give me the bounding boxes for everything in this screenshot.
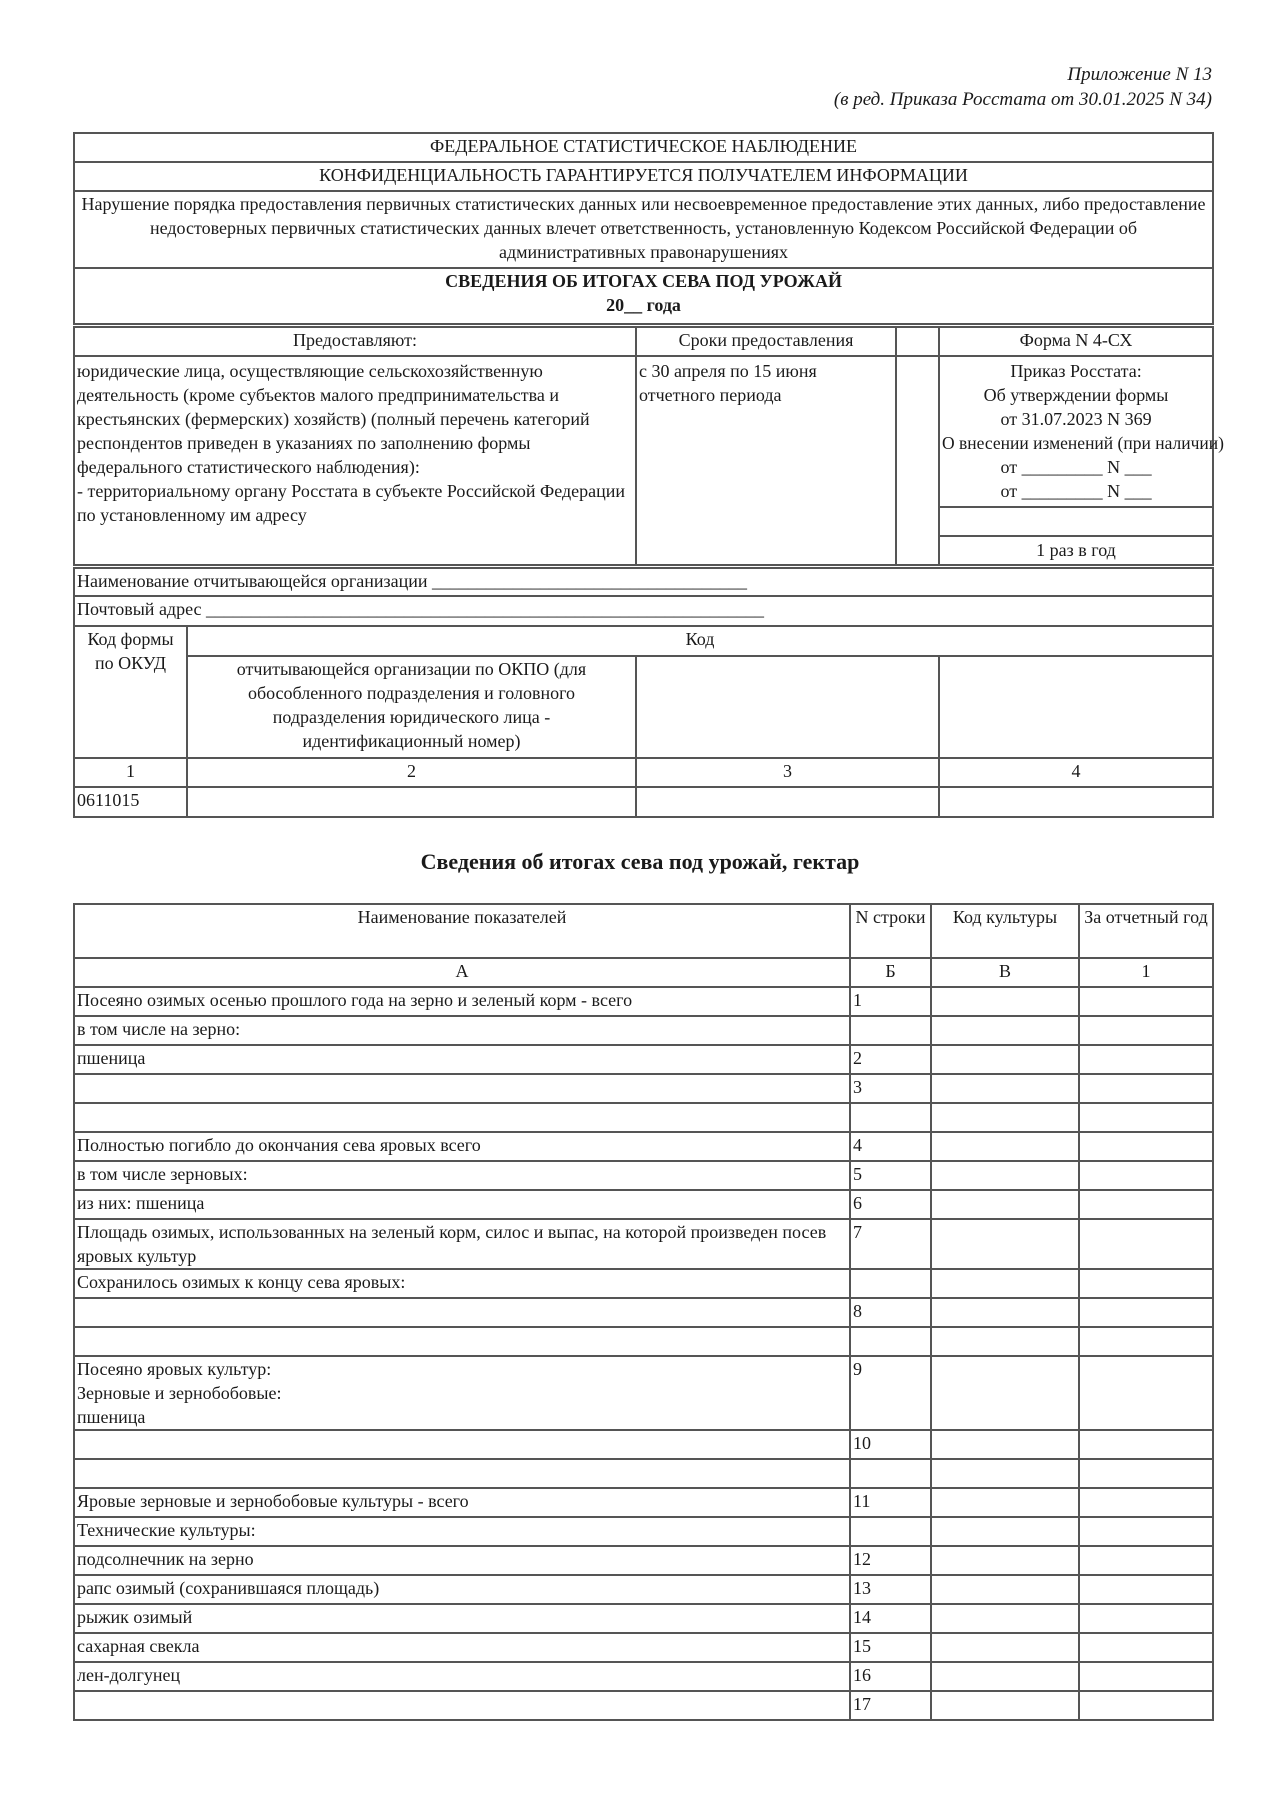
table-row	[74, 1161, 1213, 1190]
crop-code-input[interactable]	[931, 1269, 1079, 1298]
col-header-crop-code: Код культуры	[931, 904, 1079, 958]
row-number	[850, 1269, 931, 1298]
indicator-name-line: пшеница	[77, 1048, 146, 1068]
col-header-year: За отчетный год	[1079, 904, 1213, 958]
table-row	[74, 1132, 1213, 1161]
row-number: 13	[850, 1575, 931, 1604]
indicator-name-line: Сохранилось озимых к концу сева яровых:	[77, 1272, 406, 1292]
form-title-cell	[74, 268, 1213, 325]
row-number: 10	[850, 1430, 931, 1459]
indicator-name	[74, 1045, 850, 1074]
indicator-name-line: подсолнечник на зерно	[77, 1549, 254, 1569]
who-submits-destination: - территориальному органу Росстата в субъекте Российской Федерации по установленному им адресу	[77, 481, 626, 525]
code-col3-input[interactable]	[636, 787, 939, 817]
row-number: 7	[850, 1219, 931, 1269]
table-row	[74, 1298, 1213, 1327]
table-row	[74, 1356, 1213, 1430]
indicator-name-line: Зерновые и зернобобовые:	[77, 1383, 282, 1403]
row-number: 8	[850, 1298, 931, 1327]
year-value-input[interactable]	[1079, 1459, 1213, 1488]
year-value-input[interactable]	[1079, 1604, 1213, 1633]
table-row	[74, 1016, 1213, 1045]
crop-code-input[interactable]	[931, 1459, 1079, 1488]
terms-header: Сроки предоставления	[636, 325, 896, 356]
indicator-name-line: из них: пшеница	[77, 1193, 205, 1213]
crop-code-input[interactable]	[931, 1190, 1079, 1219]
year-value-input[interactable]	[1079, 1016, 1213, 1045]
year-value-input[interactable]	[1079, 1161, 1213, 1190]
code-col3-header	[636, 656, 939, 758]
form-number: Форма N 4-СХ	[939, 325, 1213, 356]
order-amendments: О внесении изменений (при наличии)	[942, 433, 1224, 453]
crop-code-input[interactable]	[931, 1546, 1079, 1575]
indicator-name-line: в том числе на зерно:	[77, 1019, 241, 1039]
confidentiality-notice: КОНФИДЕНЦИАЛЬНОСТЬ ГАРАНТИРУЕТСЯ ПОЛУЧАТЕЛЕМ ИНФОРМАЦИИ	[74, 162, 1213, 191]
table-row	[74, 987, 1213, 1016]
indicator-name	[74, 1459, 850, 1488]
code-col4-header	[939, 656, 1213, 758]
year-value-input[interactable]	[1079, 987, 1213, 1016]
crop-code-input[interactable]	[931, 1604, 1079, 1633]
indicator-name	[74, 1327, 850, 1356]
row-number: 3	[850, 1074, 931, 1103]
blank-cell	[896, 356, 939, 566]
col-letter-a: А	[74, 958, 850, 987]
appendix-note	[834, 62, 1212, 112]
table-row	[74, 1045, 1213, 1074]
indicator-name-line: Площадь озимых, использованных на зеленый корм, силос и выпас, на которой произведен посев яровых культур	[77, 1222, 827, 1266]
table-row	[74, 1662, 1213, 1691]
table-row	[74, 1327, 1213, 1356]
indicator-name-line: рыжик озимый	[77, 1607, 193, 1627]
row-number: 9	[850, 1356, 931, 1430]
order-amend-date-2: от _________ N ___	[1000, 481, 1152, 501]
frequency: 1 раз в год	[939, 536, 1213, 566]
table-row	[74, 1219, 1213, 1269]
indicator-name	[74, 1219, 850, 1269]
year-value-input[interactable]	[1079, 1298, 1213, 1327]
year-value-input[interactable]	[1079, 1327, 1213, 1356]
code-col4-input[interactable]	[939, 787, 1213, 817]
indicator-name	[74, 1132, 850, 1161]
order-amend-date-1: от _________ N ___	[1000, 457, 1152, 477]
indicator-name	[74, 1633, 850, 1662]
crop-code-input[interactable]	[931, 1691, 1079, 1720]
crop-code-input[interactable]	[931, 1016, 1079, 1045]
who-submits-text: юридические лица, осуществляющие сельскохозяйственную деятельность (кроме субъектов малого предпринимательства и крестьянских (фермерских) хозяйств) (полный перечень категорий респондентов приведен в указаниях по заполнению формы федерального статистического наблюдения):	[77, 361, 590, 477]
order-cell	[939, 356, 1224, 507]
year-value-input[interactable]	[1079, 1546, 1213, 1575]
row-number: 1	[850, 987, 931, 1016]
indicator-name	[74, 1691, 850, 1720]
row-number	[850, 1103, 931, 1132]
indicator-name	[74, 1161, 850, 1190]
blank-form-cell	[939, 507, 1213, 536]
okud-code: 0611015	[74, 787, 187, 817]
indicator-name-line: Посеяно яровых культур:	[77, 1359, 272, 1379]
form-header-table	[73, 132, 1224, 818]
table-row	[74, 1190, 1213, 1219]
section-title: Сведения об итогах сева под урожай, гектар	[420, 849, 860, 874]
row-number	[850, 1517, 931, 1546]
row-number: 2	[850, 1045, 931, 1074]
crop-code-input[interactable]	[931, 1633, 1079, 1662]
row-number: 15	[850, 1633, 931, 1662]
row-number: 14	[850, 1604, 931, 1633]
year-value-input[interactable]	[1079, 1430, 1213, 1459]
indicator-name-line: в том числе зерновых:	[77, 1164, 248, 1184]
crop-code-input[interactable]	[931, 1219, 1079, 1269]
indicator-name	[74, 1517, 850, 1546]
indicator-name	[74, 1016, 850, 1045]
year-value-input[interactable]	[1079, 1662, 1213, 1691]
row-number: 11	[850, 1488, 931, 1517]
appendix-number: Приложение N 13	[1067, 64, 1212, 85]
year-value-input[interactable]	[1079, 1517, 1213, 1546]
table-row	[74, 1517, 1213, 1546]
indicator-name-line: Полностью погибло до окончания сева яровых всего	[77, 1135, 481, 1155]
indicator-name	[74, 1546, 850, 1575]
terms-text: с 30 апреля по 15 июня отчетного периода	[636, 356, 896, 566]
crop-code-input[interactable]	[931, 1298, 1079, 1327]
sowing-table	[73, 903, 1214, 1721]
year-value-input[interactable]	[1079, 1691, 1213, 1720]
row-number: 12	[850, 1546, 931, 1575]
table-body	[74, 987, 1213, 1720]
indicator-name	[74, 1430, 850, 1459]
table-row	[74, 1269, 1213, 1298]
col-letter-b: Б	[850, 958, 931, 987]
crop-code-input[interactable]	[931, 1356, 1079, 1430]
table-row	[74, 1074, 1213, 1103]
year-value-input[interactable]	[1079, 1103, 1213, 1132]
row-number	[850, 1016, 931, 1045]
row-number: 4	[850, 1132, 931, 1161]
indicator-name	[74, 1356, 850, 1430]
order-title: Приказ Росстата:	[1010, 361, 1142, 381]
indicator-name-line: сахарная свекла	[77, 1636, 200, 1656]
col-letter-1: 1	[1079, 958, 1213, 987]
table-row	[74, 1459, 1213, 1488]
crop-code-input[interactable]	[931, 1430, 1079, 1459]
row-number	[850, 1327, 931, 1356]
indicator-name	[74, 1488, 850, 1517]
table-row	[74, 1430, 1213, 1459]
federal-observation-title: ФЕДЕРАЛЬНОЕ СТАТИСТИЧЕСКОЕ НАБЛЮДЕНИЕ	[74, 133, 1213, 162]
row-number	[850, 1459, 931, 1488]
indicator-name-line: лен-долгунец	[77, 1665, 181, 1685]
indicator-name	[74, 1103, 850, 1132]
indicator-name-line: рапс озимый (сохранившаяся площадь)	[77, 1578, 380, 1598]
col-number-4: 4	[939, 758, 1213, 787]
indicator-name-line: Посеяно озимых осенью прошлого года на зерно и зеленый корм - всего	[77, 990, 633, 1010]
table-row	[74, 1546, 1213, 1575]
col-header-name: Наименование показателей	[74, 904, 850, 958]
table-row	[74, 1633, 1213, 1662]
liability-warning: Нарушение порядка предоставления первичных статистических данных или несвоевременное предоставление этих данных, либо предоставление недостоверных первичных статистических данных влечет ответственность, установленную Кодексом Российской Федерации об административных правонарушениях	[74, 191, 1213, 268]
crop-code-input[interactable]	[931, 1517, 1079, 1546]
year-value-input[interactable]	[1079, 1633, 1213, 1662]
col-number-3: 3	[636, 758, 939, 787]
indicator-name-line: Технические культуры:	[77, 1520, 256, 1540]
year-value-input[interactable]	[1079, 1190, 1213, 1219]
crop-code-input[interactable]	[931, 1074, 1079, 1103]
code-header: Код	[187, 626, 1213, 656]
indicator-name	[74, 1575, 850, 1604]
crop-code-input[interactable]	[931, 987, 1079, 1016]
organization-name-field[interactable]: Наименование отчитывающейся организации ___________________________________	[74, 566, 1213, 596]
order-date: от 31.07.2023 N 369	[1000, 409, 1152, 429]
form-year: 20__ года	[606, 295, 681, 315]
postal-address-field[interactable]: Почтовый адрес ______________________________________________________________	[74, 596, 1213, 626]
okud-header: Код формы по ОКУД	[74, 626, 187, 758]
col-letter-v: В	[931, 958, 1079, 987]
indicator-name	[74, 1298, 850, 1327]
year-value-input[interactable]	[1079, 1132, 1213, 1161]
okpo-header: отчитывающейся организации по ОКПО (для обособленного подразделения и головного подразделения юридического лица - идентификационный номер)	[187, 656, 636, 758]
crop-code-input[interactable]	[931, 1132, 1079, 1161]
col-number-2: 2	[187, 758, 636, 787]
year-value-input[interactable]	[1079, 1575, 1213, 1604]
row-number: 16	[850, 1662, 931, 1691]
crop-code-input[interactable]	[931, 1575, 1079, 1604]
crop-code-input[interactable]	[931, 1103, 1079, 1132]
col-header-row-no: N строки	[850, 904, 931, 958]
form-title: СВЕДЕНИЯ ОБ ИТОГАХ СЕВА ПОД УРОЖАЙ	[445, 271, 842, 291]
crop-code-input[interactable]	[931, 1327, 1079, 1356]
year-value-input[interactable]	[1079, 1356, 1213, 1430]
crop-code-input[interactable]	[931, 1161, 1079, 1190]
table-row	[74, 1488, 1213, 1517]
table-row	[74, 1575, 1213, 1604]
indicator-name	[74, 987, 850, 1016]
who-submits-cell	[74, 356, 636, 566]
who-submits-header: Предоставляют:	[74, 325, 636, 356]
year-value-input[interactable]	[1079, 1074, 1213, 1103]
row-number: 5	[850, 1161, 931, 1190]
table-row	[74, 1604, 1213, 1633]
crop-code-input[interactable]	[931, 1045, 1079, 1074]
table-row	[74, 1103, 1213, 1132]
indicator-name	[74, 1074, 850, 1103]
indicator-name-line: Яровые зерновые и зернобобовые культуры - всего	[77, 1491, 469, 1511]
crop-code-input[interactable]	[931, 1488, 1079, 1517]
row-number: 17	[850, 1691, 931, 1720]
indicator-name	[74, 1662, 850, 1691]
row-number: 6	[850, 1190, 931, 1219]
indicator-name	[74, 1269, 850, 1298]
table-row	[74, 1691, 1213, 1720]
indicator-name	[74, 1190, 850, 1219]
year-value-input[interactable]	[1079, 1045, 1213, 1074]
order-approve: Об утверждении формы	[983, 385, 1169, 405]
year-value-input[interactable]	[1079, 1219, 1213, 1269]
indicator-name	[74, 1604, 850, 1633]
okpo-code-input[interactable]	[187, 787, 636, 817]
indicator-name-line: пшеница	[77, 1407, 146, 1427]
year-value-input[interactable]	[1079, 1488, 1213, 1517]
year-value-input[interactable]	[1079, 1269, 1213, 1298]
crop-code-input[interactable]	[931, 1662, 1079, 1691]
col-number-1: 1	[74, 758, 187, 787]
appendix-edition: (в ред. Приказа Росстата от 30.01.2025 N 34)	[833, 89, 1212, 110]
blank-header-cell	[896, 325, 939, 356]
